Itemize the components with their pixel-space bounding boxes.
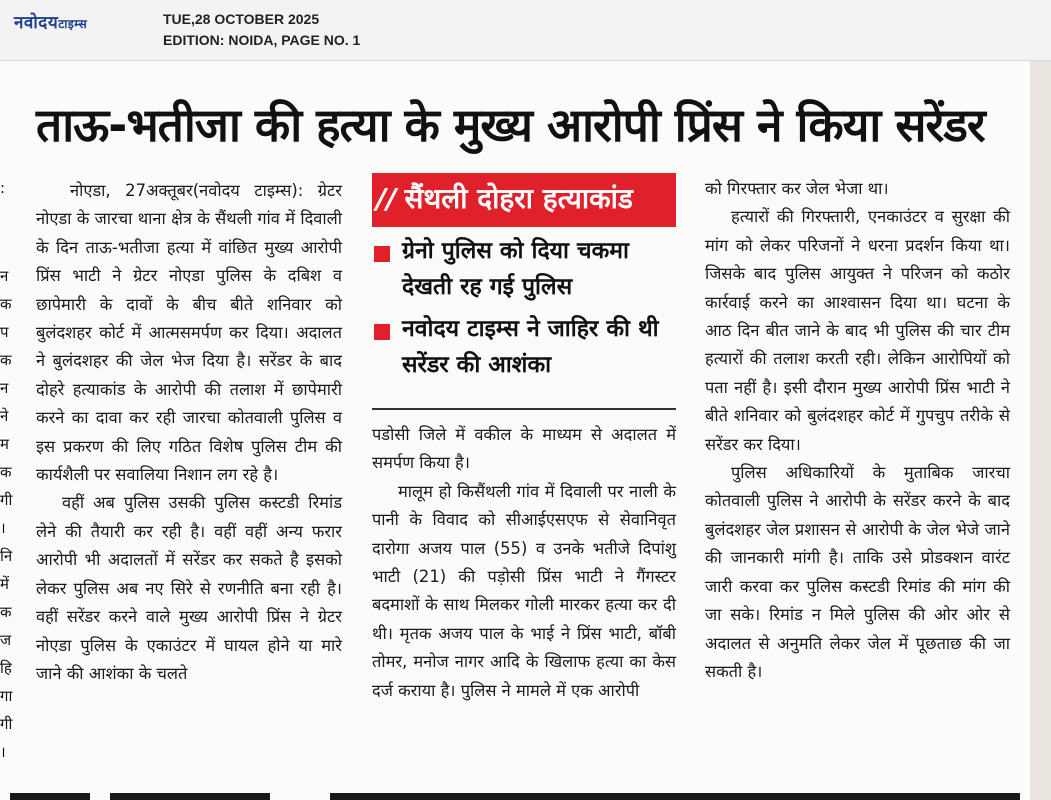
logo-sub: टाइम्स [58, 17, 88, 31]
paragraph: पडोसी जिले में वकील के माध्यम से अदालत में समर्पण किया है। [372, 425, 676, 473]
edition-date: TUE,28 OCTOBER 2025 [163, 11, 320, 27]
paragraph: हत्यारों की गिरफ्तारी, एनकाउंटर व सुरक्षा की मांग को लेकर परिजनों ने धरना प्रदर्शन किया था। जिसके बाद पुलिस आयुक्त ने परिजन को कठोर कार्रवाई करने का आश्वासन दिया था। घटना के आठ दिन बीत जाने के बाद भी पुलिस की चार टीम हत्यारों की तलाश करती रही। लेकिन आरोपियों को पता नहीं है। इसी दौरान मुख्य आरोपी प्रिंस भाटी ने बीते शनिवार को बुलंदशहर कोर्ट में गुपचुप तरीके से सरेंडर कर दिया। [705, 207, 1010, 454]
edition-meta [163, 9, 360, 51]
highlight-bullet [372, 233, 676, 305]
bullet-text: नवोदय टाइम्स ने जाहिर की थी सरेंडर की आशंका [402, 316, 659, 378]
article-column-1 [36, 177, 342, 688]
highlight-bullet [372, 311, 676, 383]
divider [372, 408, 676, 410]
next-headline-cut [0, 779, 1030, 800]
page-edge [1030, 61, 1051, 800]
paragraph: को गिरफ्तार कर जेल भेजा था। [705, 179, 889, 198]
highlight-bullets [372, 233, 676, 389]
red-square-icon [374, 324, 390, 340]
slash-decoration: // [376, 182, 397, 215]
newspaper-page [0, 61, 1030, 800]
adjacent-column-cut: : न क प क न ने म क गी । नि में क ज हि गा गी । [0, 179, 13, 761]
paragraph: मालूम हो किसैंथली गांव में दिवाली पर नाली के पानी के विवाद को सीआईएसएफ से सेवानिवृत दारोगा अजय पाल (55) व उनके भतीजे दिपांशु भाटी (21) की पड़ोसी प्रिंस भाटी ने गैंगस्टर बदमाशों के साथ मिलकर गोली मारकर हत्या कर दी थी। मृतक अजय पाल के भाई ने प्रिंस भाटी, बॉबी तोमर, मनोज नागर आदि के खिलाफ हत्या का केस दर्ज कराया है। पुलिस ने मामले में एक आरोपी [372, 481, 676, 700]
red-square-icon [374, 246, 390, 262]
article-headline: ताऊ-भतीजा की हत्या के मुख्य आरोपी प्रिंस ने किया सरेंडर [36, 98, 985, 152]
paragraph: वहीं अब पुलिस उसकी पुलिस कस्टडी रिमांड लेने की तैयारी कर रही है। वहीं वहीं अन्य फरार आरोपी भी अदालतों में सरेंडर कर सकते है इसको लेकर पुलिस अब नए सिरे से रणनीति बना रही है। वहीं सरेंडर करने वाले मुख्य आरोपी प्रिंस ने ग्रेटर नोएडा पुलिस के एकाउंटर में घायल होने या मारे जाने की आशंका के चलते [36, 493, 342, 683]
paragraph: नोएडा, 27अक्तूबर(नवोदय टाइम्स): ग्रेटर नोएडा के जारचा थाना क्षेत्र के सैंथली गांव में दिवाली के दिन ताऊ-भतीजा हत्या में वांछित मुख्य आरोपी प्रिंस भाटी ने ग्रेटर नोएडा पुलिस के दबिश व छापेमारी के दावों के बीच बीते शनिवार को बुलंदशहर कोर्ट में आत्मसमर्पण कर दिया। अदालत ने बुलंदशहर की जेल भेज दिया है। सरेंडर के बाद दोहरे हत्याकांड के आरोपी की तलाश में छापेमारी करने का दावा कर रही जारचा कोतवाली पुलिस व इस प्रकरण की लिए गठित विशेष पुलिस टीम की कार्यशैली पर सवालिया निशान लग रहे है। [36, 181, 342, 485]
kicker-banner [372, 173, 676, 227]
paragraph: पुलिस अधिकारियों के मुताबिक जारचा कोतवाली पुलिस ने आरोपी के सरेंडर करने के बाद बुलंदशहर जेल प्रशासन से आरोपी के जेल भेजे जाने की जानकारी मांगी है। ताकि उसे प्रोडक्शन वारंट जारी करवा कर पुलिस कस्टडी रिमांड की मांग की जा सके। रिमांड न मिले पुलिस की ओर ओर से अदालत से अनुमति लेकर जेल में पूछताछ की जा सकती है। [705, 463, 1010, 681]
edition-info: EDITION: NOIDA, PAGE NO. 1 [163, 32, 361, 48]
kicker-text: सैंथली दोहरा हत्याकांड [404, 182, 633, 215]
article-column-2 [372, 421, 676, 705]
logo-main: नवोदय [14, 13, 59, 33]
bullet-text: ग्रेनो पुलिस को दिया चकमा देखती रह गई पुलिस [402, 238, 629, 300]
newspaper-logo[interactable] [14, 10, 87, 33]
top-bar [0, 0, 1051, 61]
article-column-3 [705, 175, 1010, 686]
